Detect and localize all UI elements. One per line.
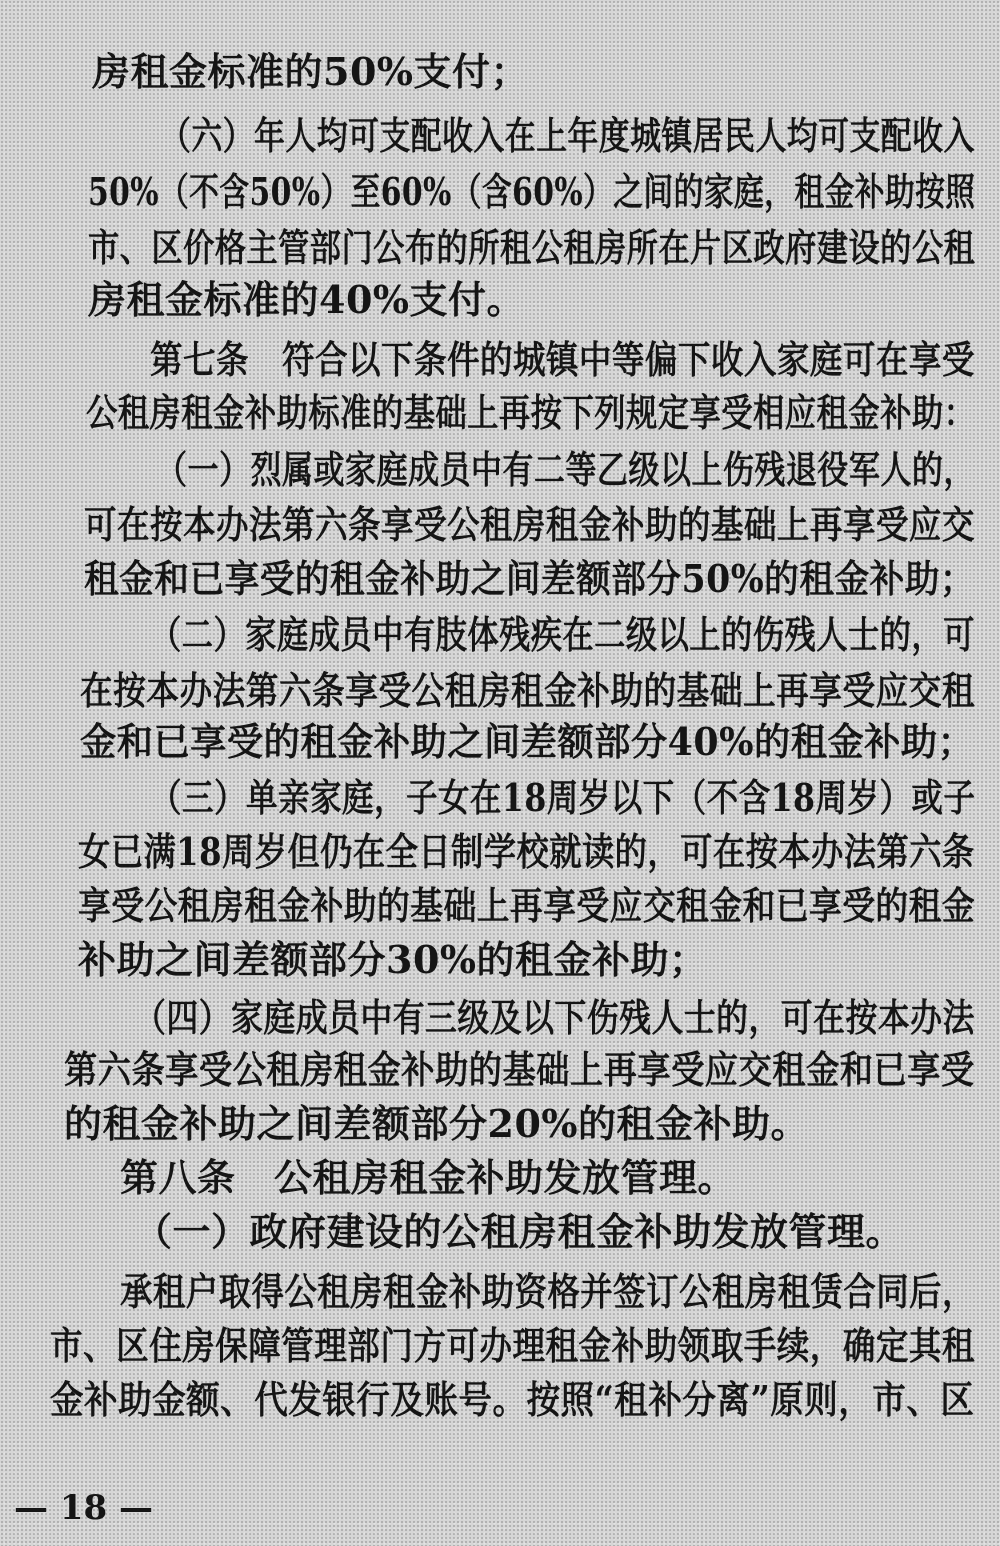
page-number: — 18 — [14, 1488, 153, 1528]
line-text: 市、区住房保障管理部门方可办理租金补助领取手续，确定其租 [50, 1323, 975, 1368]
text-line [0, 42, 1000, 102]
line-text: （六）年人均可支配收入在上年度城镇居民人均可支配收入 [160, 113, 975, 158]
line-text: 补助之间差额部分30%的租金补助； [78, 937, 708, 982]
line-text: 第七条 符合以下条件的城镇中等偏下收入家庭可在享受 [150, 337, 975, 382]
text-line [0, 106, 1000, 166]
text-line [0, 383, 1000, 443]
text-line [0, 440, 1000, 500]
line-text: （二）家庭成员中有肢体残疾在二级以上的伤残人士的，可 [150, 612, 975, 657]
line-text: （一）政府建设的公租房租金补助发放管理。 [134, 1209, 905, 1254]
line-text: 50%（不含50%）至60%（含60%）之间的家庭，租金补助按照 [88, 169, 976, 214]
text-line [0, 930, 1000, 990]
text-line [0, 876, 1000, 936]
text-line [0, 768, 1000, 828]
text-line [0, 1094, 1000, 1154]
line-text: 房租金标准的50%支付； [92, 49, 529, 94]
line-text: （三）单亲家庭，子女在18周岁以下（不含18周岁）或子 [150, 775, 976, 820]
text-line [0, 330, 1000, 390]
line-text: （四）家庭成员中有三级及以下伤残人士的，可在按本办法 [134, 995, 975, 1040]
line-text: 金补助金额、代发银行及账号。按照“租补分离”原则，市、区 [50, 1377, 975, 1422]
text-line [0, 1262, 1000, 1322]
line-text: 承租户取得公租房租金补助资格并签订公租房租赁合同后， [120, 1269, 975, 1314]
line-text: 市、区价格主管部门公布的所租公租房所在片区政府建设的公租 [88, 225, 976, 270]
text-line [0, 1316, 1000, 1376]
text-line [0, 1202, 1000, 1262]
line-text: 金和已享受的租金补助之间差额部分40%的租金补助； [80, 719, 975, 764]
line-text: 房租金标准的40%支付。 [88, 277, 525, 322]
line-text: 享受公租房租金补助的基础上再享受应交租金和已享受的租金 [78, 883, 976, 928]
text-line [0, 495, 1000, 555]
text-line [0, 1370, 1000, 1430]
line-text: 第六条享受公租房租金补助的基础上再享受应交租金和已享受 [64, 1047, 975, 1092]
line-text: 公租房租金补助标准的基础上再按下列规定享受相应租金补助： [86, 390, 976, 435]
text-line [0, 605, 1000, 665]
line-text: 租金和已享受的租金补助之间差额部分50%的租金补助； [84, 556, 976, 601]
line-text: 在按本办法第六条享受公租房租金补助的基础上再享受应交租 [80, 668, 976, 713]
text-line [0, 1040, 1000, 1100]
text-line [0, 1148, 1000, 1208]
text-line [0, 822, 1000, 882]
text-line [0, 549, 1000, 609]
line-text: （一）烈属或家庭成员中有二等乙级以上伤残退役军人的， [156, 447, 975, 492]
line-text: 第八条 公租房租金补助发放管理。 [120, 1155, 737, 1200]
line-text: 可在按本办法第六条享受公租房租金补助的基础上再享受应交 [84, 502, 975, 547]
text-line [0, 218, 1000, 278]
text-line [0, 988, 1000, 1048]
line-text: 的租金补助之间差额部分20%的租金补助。 [64, 1101, 809, 1146]
line-text: 女已满18周岁但仍在全日制学校就读的，可在按本办法第六条 [78, 829, 975, 874]
text-line [0, 162, 1000, 222]
text-line [0, 712, 1000, 772]
text-line [0, 270, 1000, 330]
